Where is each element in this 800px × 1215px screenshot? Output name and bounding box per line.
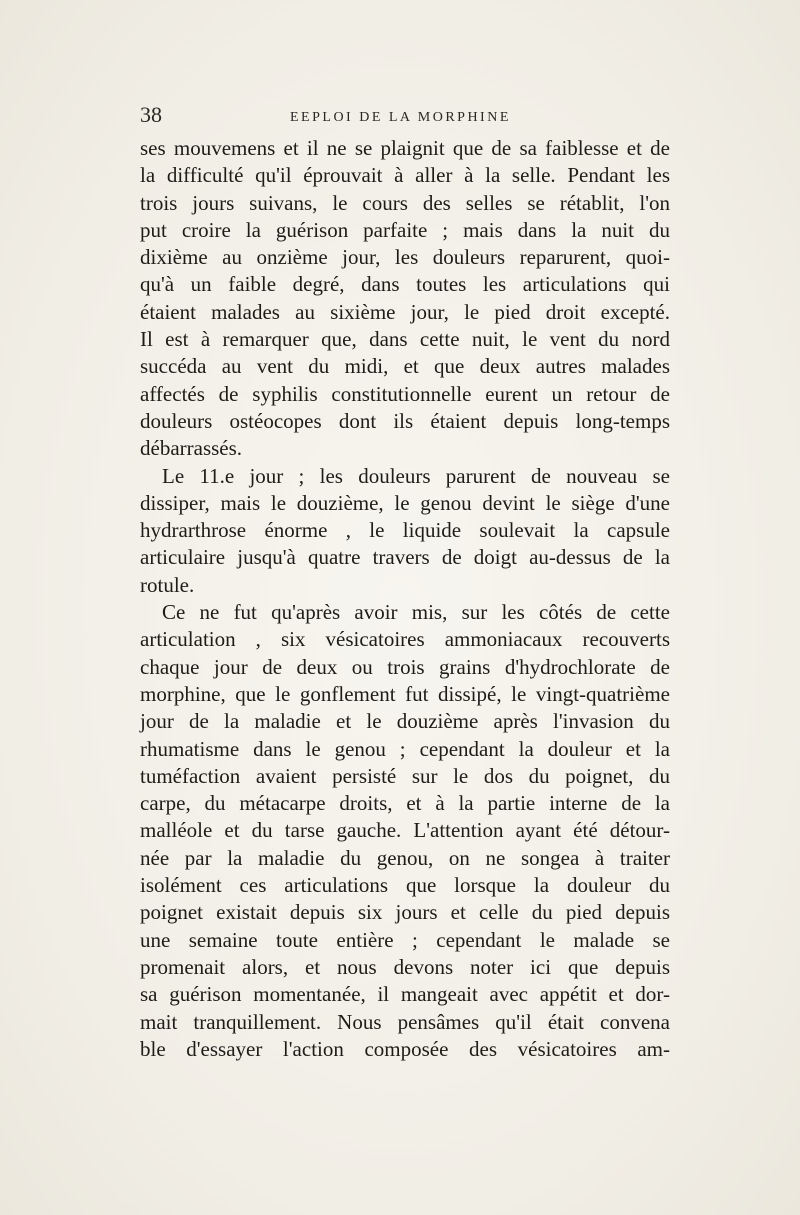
text-line: isolément ces articulations que lorsque la douleur du [140, 873, 670, 898]
text-line: malléole et du tarse gauche. L'attention ayant été détour- [140, 818, 670, 843]
text-line: débarrassés. [140, 436, 243, 461]
text-line: morphine, que le gonflement fut dissipé, le vingt-quatrième [140, 681, 670, 706]
text-line: Le 11.e jour ; les douleurs parurent de nouveau se [162, 463, 670, 488]
running-head: EEPLOI DE LA MORPHINE [290, 110, 511, 125]
page-number: 38 [140, 102, 162, 127]
text-line: jour de la maladie et le douzième après l'invasion du [140, 709, 670, 734]
text-line: dixième au onzième jour, les douleurs reparurent, quoi- [140, 245, 670, 270]
text-line: mait tranquillement. Nous pensâmes qu'il était convena [140, 1009, 670, 1034]
text-line: Il est à remarquer que, dans cette nuit, le vent du nord [140, 327, 670, 352]
text-line: dissiper, mais le douzième, le genou devint le siège d'une [140, 490, 670, 515]
text-line: succéda au vent du midi, et que deux autres malades [140, 354, 670, 379]
text-line: tuméfaction avaient persisté sur le dos du poignet, du [140, 763, 670, 788]
page-header [140, 102, 670, 132]
text-line: qu'à un faible degré, dans toutes les articulations qui [140, 272, 670, 297]
text-line: put croire la guérison parfaite ; mais dans la nuit du [140, 217, 670, 242]
text-line: promenait alors, et nous devons noter ici que depuis [140, 954, 670, 979]
text-line: articulaire jusqu'à quatre travers de doigt au-dessus de la [140, 545, 670, 570]
text-line: trois jours suivans, le cours des selles se rétablit, l'on [140, 190, 670, 215]
text-line: sa guérison momentanée, il mangeait avec appétit et dor- [140, 982, 670, 1007]
text-line: née par la maladie du genou, on ne songea à traiter [140, 845, 670, 870]
text-line: poignet existait depuis six jours et celle du pied depuis [140, 900, 670, 925]
text-line: étaient malades au sixième jour, le pied droit excepté. [140, 299, 670, 324]
text-line: une semaine toute entière ; cependant le malade se [140, 927, 670, 952]
text-line: ble d'essayer l'action composée des vésicatoires am- [140, 1036, 670, 1061]
text-line: affectés de syphilis constitutionnelle eurent un retour de [140, 381, 670, 406]
text-line: rotule. [140, 572, 195, 597]
body-text [140, 135, 670, 1063]
text-line: hydrarthrose énorme , le liquide soulevait la capsule [140, 518, 670, 543]
text-line: douleurs ostéocopes dont ils étaient depuis long-temps [140, 408, 670, 433]
text-line: la difficulté qu'il éprouvait à aller à la selle. Pendant les [140, 163, 670, 188]
text-line: Ce ne fut qu'après avoir mis, sur les côtés de cette [162, 600, 670, 625]
text-line: rhumatisme dans le genou ; cependant la douleur et la [140, 736, 670, 761]
text-line: articulation , six vésicatoires ammoniacaux recouverts [140, 627, 670, 652]
text-line: chaque jour de deux ou trois grains d'hydrochlorate de [140, 654, 670, 679]
text-line: carpe, du métacarpe droits, et à la partie interne de la [140, 791, 670, 816]
text-line: ses mouvemens et il ne se plaignit que de sa faiblesse et de [140, 136, 670, 160]
